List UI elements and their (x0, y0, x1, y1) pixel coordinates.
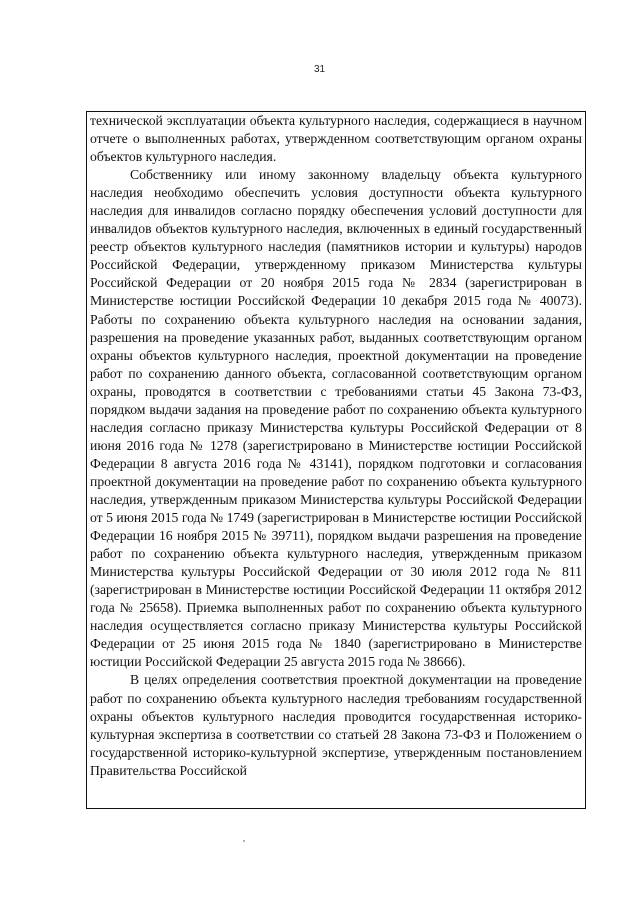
paragraph-accessibility-and-works: Собственнику или иному законному владельцу объекта культурного наследия необходимо обеспечить условия доступности объекта культурного наследия для инвалидов согласно порядку обеспечения условий доступности для инвалидов объектов культурного наследия, включенных в единый государственный реестр объектов культурного наследия (памятников истории и культуры) народов Российской Федерации, утвержденному приказом Министерства культуры Российской Федерации от 20 ноября 2015 года № 2834 (зарегистрирован в Министерстве юстиции Российской Федерации 10 декабря 2015 года № 40073). Работы по сохранению объекта культурного наследия на основании задания, разрешения на проведение указанных работ, выданных соответствующим органом охраны объектов культурного наследия, проектной документации на проведение работ по сохранению данного объекта, согласованной соответствующим органом охраны, проводятся в соответствии с требованиями статьи 45 Закона 73-ФЗ, порядком выдачи задания на проведение работ по сохранению объекта культурного наследия согласно приказу Министерства культуры Российской Федерации от 8 июня 2016 года № 1278 (зарегистрировано в Министерстве юстиции Российской Федерации 8 августа 2016 года № 43141), порядком подготовки и согласования проектной документации на проведение работ по сохранению объекта культурного наследия, утвержденным приказом Министерства культуры Российской Федерации от 5 июня 2015 года № 1749 (зарегистрирован в Министерстве юстиции Российской Федерации 16 ноября 2015 № 39711), порядком выдачи разрешения на проведение работ по сохранению объекта культурного наследия, утвержденным приказом Министерства культуры Российской Федерации от 30 июля 2012 года № 811 (зарегистрирован в Министерстве юстиции Российской Федерации 11 октября 2012 года № 25658). Приемка выполненных работ по сохранению объекта культурного наследия осуществляется согласно приказу Министерства культуры Российской Федерации от 25 июня 2015 года № 1840 (зарегистрировано в Министерстве юстиции Российской Федерации 25 августа 2015 года № 38666). (90, 167, 582, 670)
paragraph-continuation: технической эксплуатации объекта культурного наследия, содержащиеся в научном отчете о выполненных работах, утвержденном соответствующим органом охраны объектов культурного наследия. (90, 113, 582, 165)
page-number: 31 (313, 64, 326, 75)
paragraph-expertise: В целях определения соответствия проектной документации на проведение работ по сохранению объекта культурного наследия требованиям государственной охраны объектов культурного наследия проводится государственная историко-культурная экспертиза в соответствии со статьей 28 Закона 73-ФЗ и Положением о государственной историко-культурной экспертизе, утвержденным постановлением Правительства Российской (90, 672, 582, 778)
scan-speck (243, 840, 245, 842)
document-body (90, 112, 582, 780)
